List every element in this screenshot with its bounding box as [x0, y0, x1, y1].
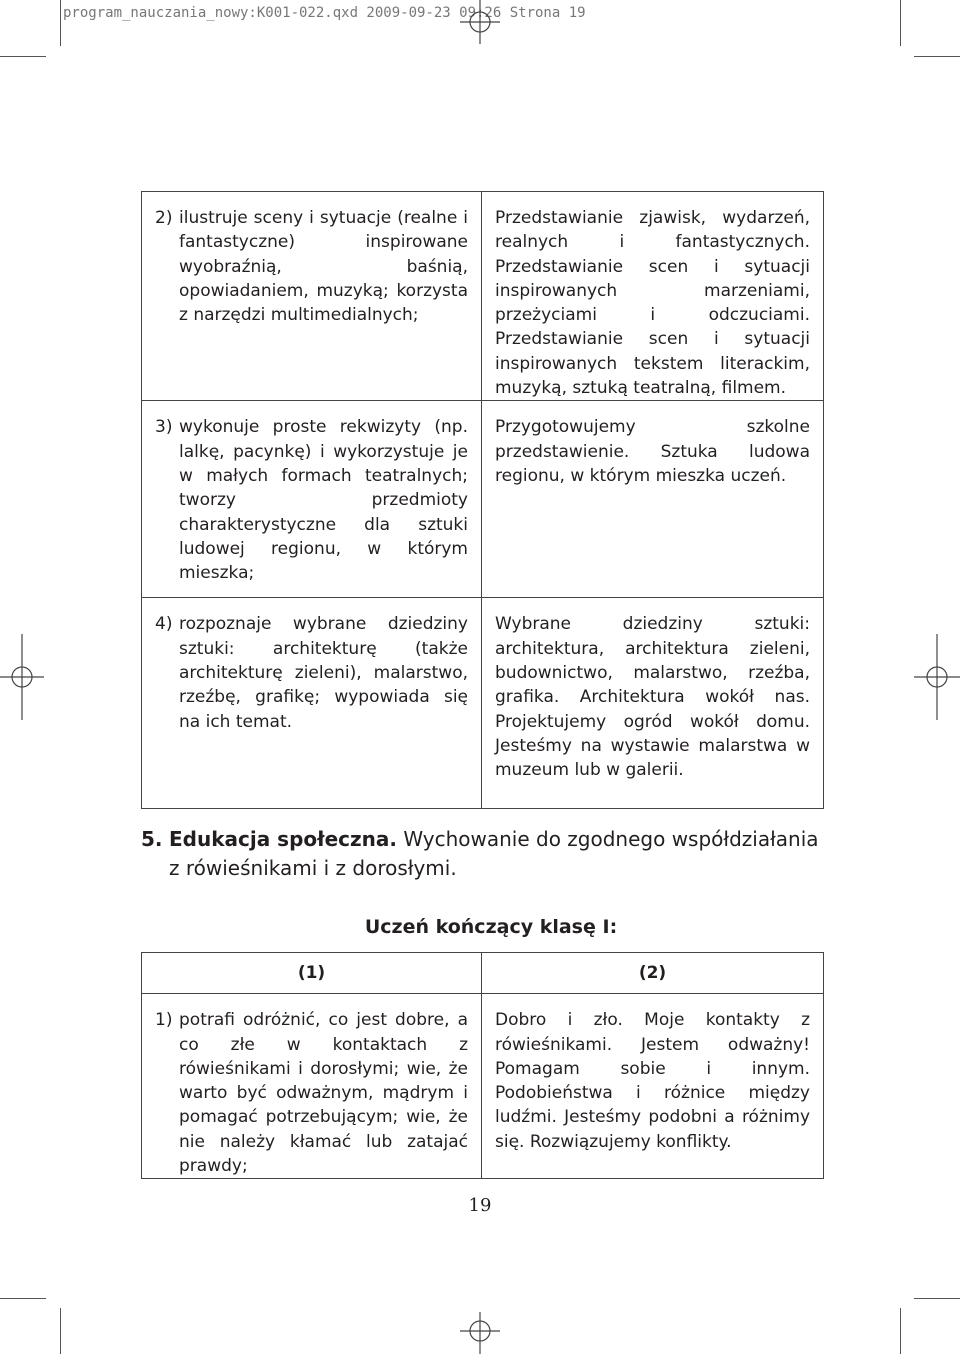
- content-text: Przedstawianie zjawisk, wydarzeń, realnych i fantastycznych. Przedstawianie scen i sytuacji inspirowanych marzeniami, przeżyciami i odczuciami. Przedstawianie scen i sytuacji inspirowanych tekstem literackim, muzyką, sztuką teatralną, filmem.: [495, 208, 810, 399]
- table-row: [142, 994, 824, 1179]
- section-description: Wychowanie do zgodnego współdziałania z rówieśnikami i z dorosłymi.: [169, 827, 819, 880]
- item-number: 1): [155, 1010, 173, 1031]
- crop-mark: [900, 0, 901, 46]
- item-number: 3): [155, 417, 173, 438]
- curriculum-table: [141, 191, 824, 809]
- table-row: [142, 598, 824, 809]
- registration-mark-icon: [460, 1312, 500, 1354]
- requirement-cell: [142, 192, 482, 401]
- section-heading: [141, 825, 821, 883]
- crop-mark: [900, 1308, 901, 1354]
- requirement-cell: [142, 994, 482, 1179]
- item-number: 4): [155, 614, 173, 635]
- table-row: [142, 401, 824, 598]
- requirement-cell: [142, 401, 482, 598]
- section-number: 5.: [141, 827, 163, 851]
- column-header: (1): [142, 953, 482, 994]
- requirement-text: wykonuje proste rekwizyty (np. lalkę, pacynkę) i wykorzystuje je w małych formach teatralnych; tworzy przedmioty charakterystyczne dla sztuki ludowej regionu, w którym mieszka;: [179, 417, 468, 584]
- registration-mark-icon: [460, 0, 500, 44]
- crop-mark: [0, 1298, 46, 1299]
- table-row: [142, 192, 824, 401]
- content-text: Wybrane dziedziny sztuki: architektura, architektura zieleni, budownictwo, malarstwo, rzeźba, grafika. Architektura wokół nas. Projektujemy ogród wokół domu. Jesteśmy na wystawie malarstwa w muzeum lub w galerii.: [495, 614, 810, 781]
- column-header: (2): [482, 953, 824, 994]
- crop-mark: [0, 56, 46, 57]
- subtitle: Uczeń kończący klasę I:: [364, 916, 618, 938]
- requirement-text: rozpoznaje wybrane dziedziny sztuki: architekturę (także architekturę zieleni), malarstwo, rzeźbę, grafikę; wypowiada się na ich temat.: [179, 614, 468, 732]
- registration-mark-icon: [914, 634, 960, 720]
- content-cell: [482, 401, 824, 598]
- requirement-text: potrafi odróżnić, co jest dobre, a co złe w kontaktach z rówieśnikami i dorosłymi; wie, że warto być odważnym, mądrym i pomagać potrzebującym; wie, że nie należy kłamać lub zatajać prawdy;: [179, 1010, 468, 1177]
- content-text: Przygotowujemy szkolne przedstawienie. Sztuka ludowa regionu, w którym mieszka uczeń.: [495, 417, 810, 486]
- content-cell: [482, 192, 824, 401]
- item-number: 2): [155, 208, 173, 228]
- crop-mark: [914, 56, 960, 57]
- crop-mark: [914, 1298, 960, 1299]
- file-slug-line: program_nauczania_nowy:K001-022.qxd 2009-09-23 09:26 Strona 19: [63, 5, 586, 21]
- registration-mark-icon: [0, 634, 44, 720]
- crop-mark: [60, 0, 61, 46]
- requirement-text: ilustruje sceny i sytuacje (realne i fantastyczne) inspirowane wyobraźnią, baśnią, opowiadaniem, muzyką; korzysta z narzędzi multimedialnych;: [179, 208, 468, 326]
- content-cell: [482, 598, 824, 809]
- content-cell: [482, 994, 824, 1179]
- social-education-table: [141, 952, 824, 1179]
- requirement-cell: [142, 598, 482, 809]
- content-text: Dobro i zło. Moje kontakty z rówieśnikami. Jestem odważny! Pomagam sobie i innym. Podobieństwa i różnice między ludźmi. Jesteśmy podobni a różnimy się. Rozwiązujemy konflikty.: [495, 1010, 810, 1152]
- section-title: Edukacja społeczna.: [169, 827, 397, 851]
- crop-mark: [60, 1308, 61, 1354]
- page-number: 19: [468, 1195, 492, 1216]
- table-header-row: [142, 953, 824, 994]
